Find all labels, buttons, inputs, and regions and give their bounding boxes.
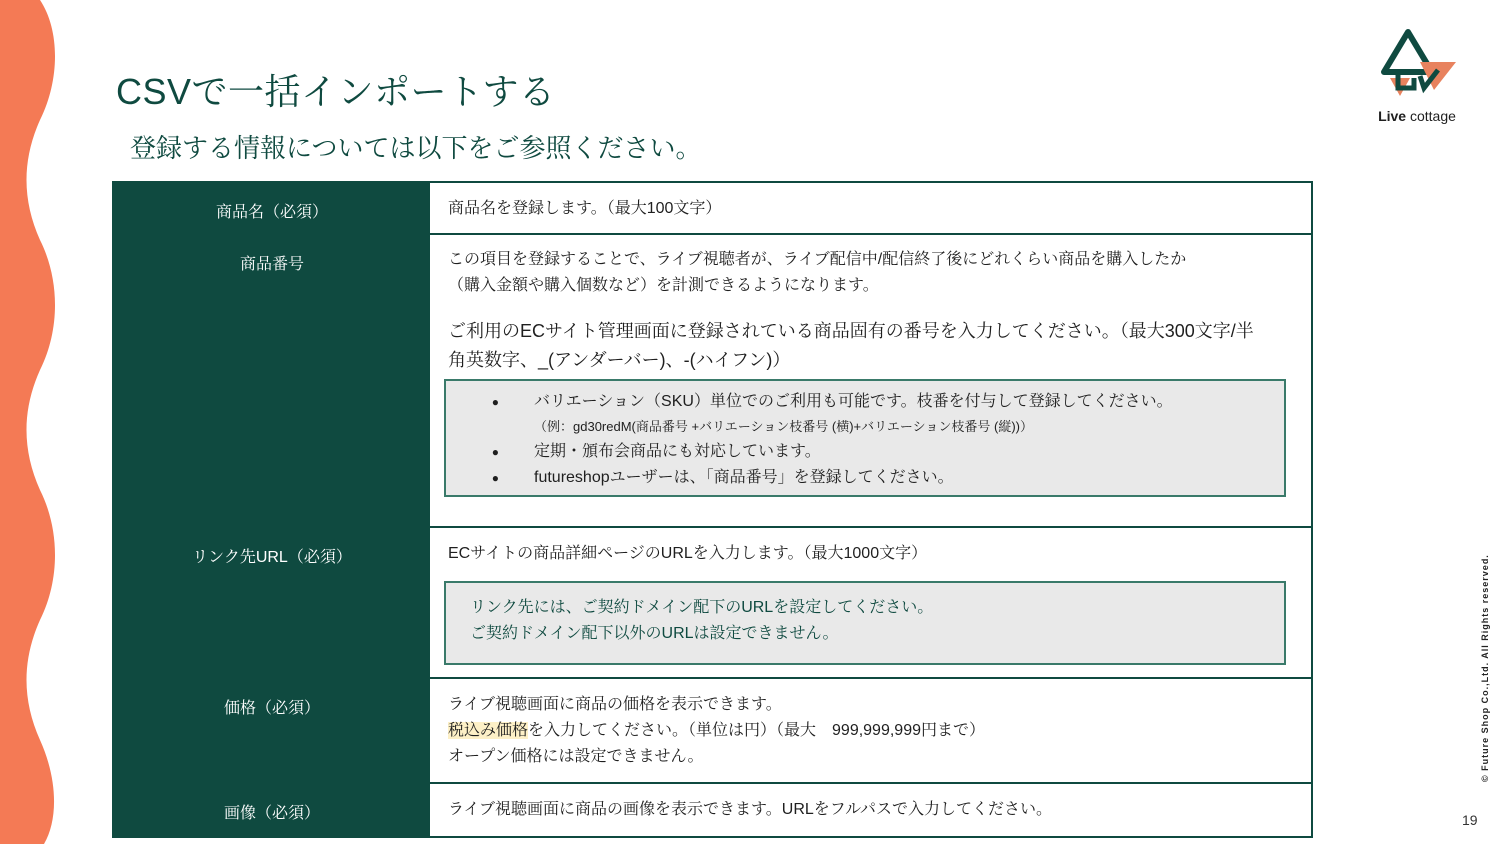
info-table [112, 181, 1313, 838]
row-content [432, 784, 1311, 836]
bullet-icon: ● [491, 445, 499, 459]
row-text: ECサイトの商品詳細ページのURLを入力します。（最大1000文字） [448, 545, 928, 562]
bullet-icon: ● [491, 471, 499, 485]
note-text: リンク先には、ご契約ドメイン配下のURLを設定してください。 [470, 599, 934, 616]
bullet-subtext: （例：gd30redM(商品番号 +バリエーション枝番号 (横)+バリエーション枝番号 (縦))） [534, 419, 1033, 434]
bullet-item: ● バリエーション（SKU）単位でのご利用も可能です。枝番を付与して登録してください。 [446, 389, 1284, 415]
note-text: ご契約ドメイン配下以外のURLは設定できません。 [470, 625, 839, 642]
row-content [432, 528, 1311, 677]
row-text: 税込み価格を入力してください。（単位は円）（最大 999,999,999円まで） [448, 722, 985, 739]
row-label: 画像（必須） [114, 784, 432, 836]
row-text: 角英数字、_(アンダーバー)、-(ハイフン)） [448, 350, 791, 370]
page-subtitle: 登録する情報については以下をご参照ください。 [130, 133, 702, 163]
row-label: 価格（必須） [114, 679, 432, 782]
row-content [432, 183, 1311, 233]
note-box-url [444, 581, 1286, 665]
row-text: この項目を登録することで、ライブ視聴者が、ライブ配信中/配信終了後にどれくらい商品を購入したか [448, 251, 1187, 268]
table-row-product-number [114, 233, 1311, 526]
row-label: 商品名（必須） [114, 183, 432, 233]
bullet-item: ● 定期・頒布会商品にも対応しています。 [446, 439, 1284, 465]
table-row-image [114, 782, 1311, 836]
highlight-text: 税込み価格 [448, 722, 529, 739]
bullet-item: ● futureshopユーザーは、「商品番号」を登録してください。 [446, 465, 1284, 491]
bullet-icon: ● [491, 395, 499, 409]
row-label: 商品番号 [114, 235, 432, 526]
live-cottage-logo [1362, 26, 1472, 130]
row-text: 商品名を登録します。（最大100文字） [448, 200, 722, 217]
row-text: ライブ視聴画面に商品の画像を表示できます。URLをフルパスで入力してください。 [448, 801, 1053, 818]
page-number: 19 [1462, 812, 1478, 828]
table-row-product-name [114, 183, 1311, 233]
page-title: CSVで一括インポートする [116, 71, 556, 112]
logo-text: Live cottage [1378, 108, 1456, 124]
row-text: （購入金額や購入個数など）を計測できるようになります。 [448, 277, 879, 294]
row-label: リンク先URL（必須） [114, 528, 432, 677]
table-row-price [114, 677, 1311, 782]
row-text: ご利用のECサイト管理画面に登録されている商品固有の番号を入力してください。（最大300文字/半 [448, 321, 1254, 341]
row-text: オープン価格には設定できません。 [448, 748, 704, 765]
row-content [432, 679, 1311, 782]
row-text: ライブ視聴画面に商品の価格を表示できます。 [448, 696, 782, 713]
house-logo-icon [1376, 26, 1458, 108]
note-box-sku [444, 379, 1286, 497]
row-content [432, 235, 1311, 526]
table-row-link-url [114, 526, 1311, 677]
copyright-text: © Future Shop Co.,Ltd. All Rights reserved. [1480, 554, 1490, 782]
decorative-wave [0, 0, 60, 844]
